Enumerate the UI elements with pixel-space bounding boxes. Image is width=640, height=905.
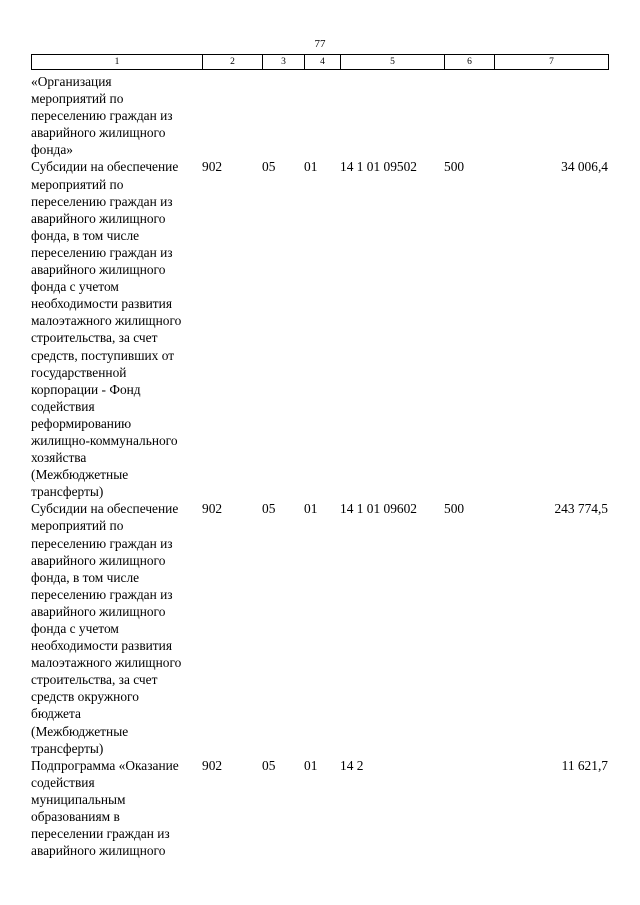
row-ministry-code: 902 bbox=[202, 159, 223, 175]
row-name: «Организация мероприятий по переселению граждан из аварийного жилищного фонда» bbox=[31, 74, 173, 158]
column-header-4: 4 bbox=[305, 55, 341, 70]
row-section bbox=[262, 73, 304, 158]
row-amount bbox=[494, 73, 608, 158]
column-header-1: 1 bbox=[32, 55, 203, 70]
row-subsection: 01 bbox=[304, 501, 318, 517]
table-row bbox=[31, 158, 608, 500]
row-target-article: 14 1 01 09602 bbox=[340, 501, 417, 517]
column-header-6: 6 bbox=[445, 55, 495, 70]
row-ministry-code: 902 bbox=[202, 501, 223, 517]
row-subsection: 01 bbox=[304, 159, 318, 175]
row-subsection: 01 bbox=[304, 757, 318, 773]
column-header-table bbox=[31, 54, 609, 70]
table-row bbox=[31, 73, 608, 158]
table-row bbox=[31, 500, 608, 756]
column-header-3: 3 bbox=[263, 55, 305, 70]
row-name: Субсидии на обеспечение мероприятий по переселению граждан из аварийного жилищного фонда, в том числе переселению граждан из аварийного жилищного фонда с учетом необходимости развития малоэтажного жилищного строительства, за счет средств, поступивших от государственной корпорации - Фонд содействия реформированию жилищно-коммунального хозяйства (Межбюджетные трансферты) bbox=[31, 159, 182, 500]
column-header-7: 7 bbox=[495, 55, 609, 70]
row-amount: 11 621,7 bbox=[561, 757, 608, 773]
row-name: Субсидии на обеспечение мероприятий по переселению граждан из аварийного жилищного фонда, в том числе переселению граждан из аварийного жилищного фонда с учетом необходимости развития малоэтажного жилищного строительства, за счет средств окружного бюджета (Межбюджетные трансферты) bbox=[31, 501, 182, 756]
row-amount: 243 774,5 bbox=[554, 501, 608, 517]
row-target-article bbox=[340, 73, 444, 158]
table-row bbox=[31, 757, 608, 860]
page-number: 77 bbox=[314, 38, 326, 50]
row-expense-type bbox=[444, 73, 494, 158]
row-section: 05 bbox=[262, 159, 276, 175]
row-target-article: 14 1 01 09502 bbox=[340, 159, 417, 175]
row-section: 05 bbox=[262, 757, 276, 773]
row-amount: 34 006,4 bbox=[561, 159, 608, 175]
column-header-row bbox=[32, 55, 609, 70]
column-header-5: 5 bbox=[341, 55, 445, 70]
row-ministry-code: 902 bbox=[202, 757, 223, 773]
row-section: 05 bbox=[262, 501, 276, 517]
row-ministry-code bbox=[202, 73, 262, 158]
row-expense-type: 500 bbox=[444, 501, 465, 517]
table-body bbox=[31, 73, 608, 859]
column-header-2: 2 bbox=[203, 55, 263, 70]
row-subsection bbox=[304, 73, 340, 158]
row-name: Подпрограмма «Оказание содействия муниципальным образованиям в переселении граждан из аварийного жилищного bbox=[31, 757, 179, 859]
row-target-article: 14 2 bbox=[340, 757, 364, 773]
row-expense-type bbox=[444, 757, 494, 860]
row-expense-type: 500 bbox=[444, 159, 465, 175]
